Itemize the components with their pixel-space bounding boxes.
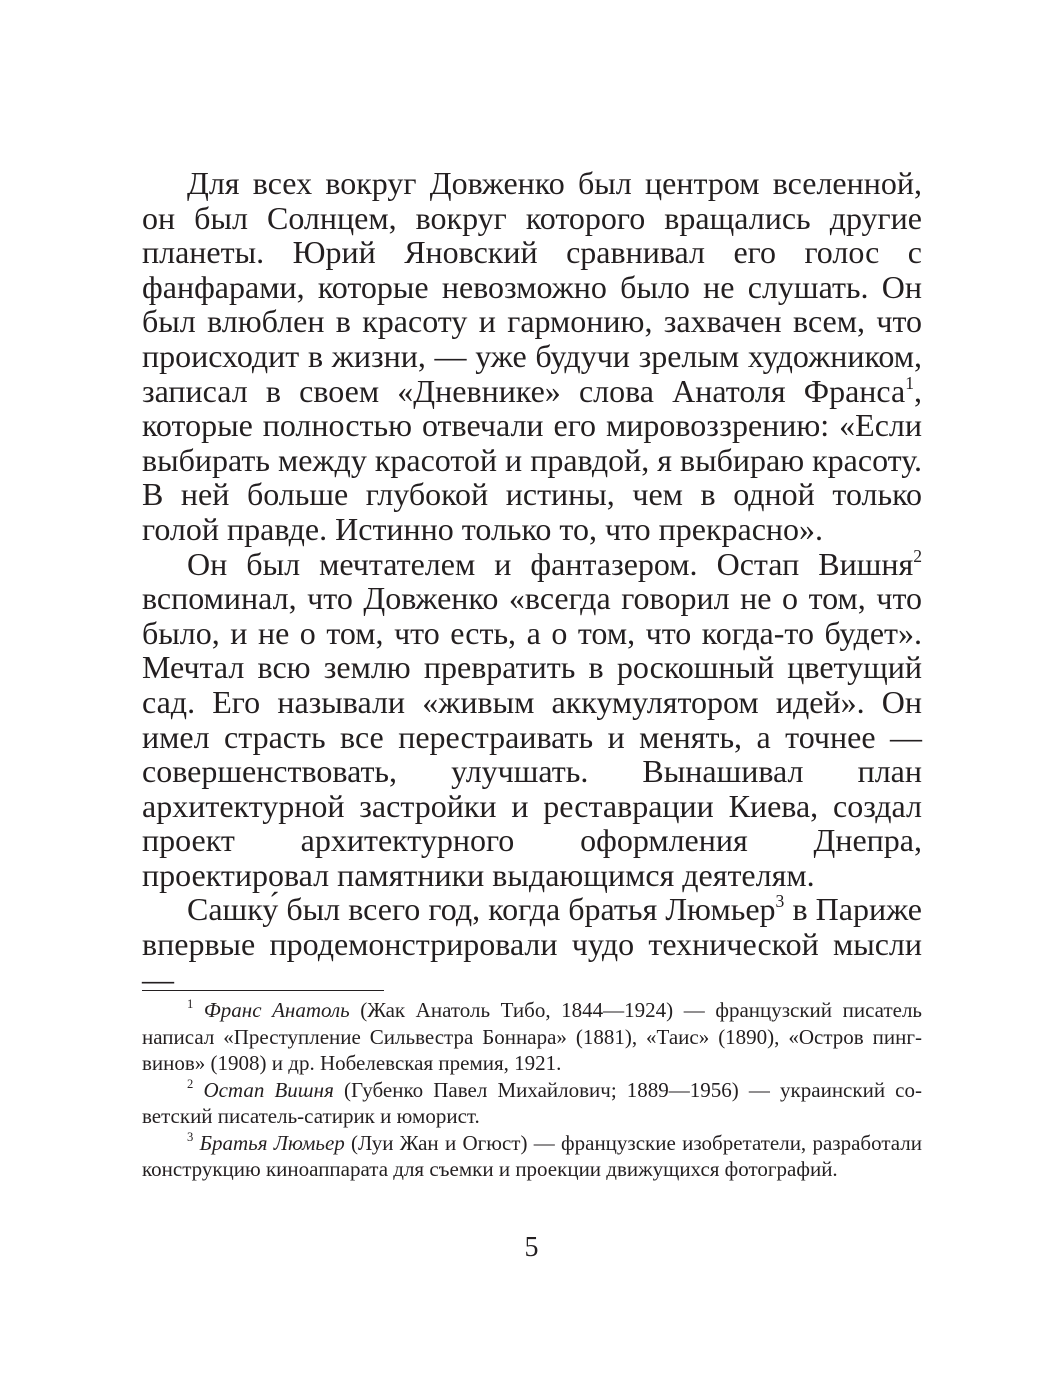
footnote-name: Франс Анатоль (203, 998, 350, 1022)
footnote-marker: 3 (187, 1129, 194, 1144)
footnote-ref[interactable]: 3 (775, 891, 785, 912)
paragraph: Он был мечтателем и фантазером. Остап Вишня$^2$ вспоминал, что Довженко «всегда говорил не о том, что было, и не о том, что есть, а о том, что когда-то будет». Мечтал всю землю превратить в роскошный цветущий сад. Его называли «живым аккумулятором идей». Он имел страсть все перестраивать и менять, а точнее — совершенствовать, улучшать. Вынашивал план архитектурной застройки и реставрации Киева, создал проект архитектурного оформления Днепра, проектировал памятники выдающимся деятелям. (142, 545, 922, 893)
paragraph: Для всех вокруг Довженко был центром вселенной, он был Солнцем, вокруг которого вращались другие планеты. Юрий Яновский сравнивал его голос с фанфарами, которые невозможно было не слушать. Он был влюблен в красоту и гармонию, захвачен всем, что происходит в жизни, — уже будучи зрелым художником, записал в своем «Дневнике» слова Анатоля Франса$^1$, которые полностью отвечали его мировоззрению: «Если выбирать между красотой и правдой, я выбираю красоту. В ней больше глубокой истины, чем в одной только голой правде. Истинно только то, что прекрасно». (142, 165, 922, 547)
footnote-marker: 1 (187, 997, 194, 1012)
page-number: 5 (524, 1232, 539, 1263)
footnote-name: Остап Вишня (203, 1077, 334, 1102)
footnote: $^1$ Франс Анатоль (Жак Анатоль Тибо, 1844—1924) — французский писатель написал «Преступление Сильвестра Боннара» (1881), «Таис» (1890), «Остров пингвинов» (1908) и др. Нобелевская премия, 1921. (142, 997, 923, 1075)
body-text (142, 166, 922, 996)
footnote-marker: 2 (187, 1076, 194, 1091)
footnote-ref[interactable]: 1 (905, 372, 914, 393)
footnote-ref[interactable]: 2 (913, 545, 922, 566)
footnotes (142, 997, 922, 1183)
footnote: $^2$ Остап Вишня (Губенко Павел Михайлович; 1889—1956) — украинский советский писатель-сатирик и юморист. (142, 1076, 923, 1128)
footnote-name: Братья Люмьер (199, 1130, 345, 1155)
paragraph: Сашку́ был всего год, когда братья Люмьер$^3$ в Париже впервые продемонстрировали чудо технической мысли — (142, 891, 922, 997)
footnote-divider (142, 990, 384, 991)
footnote: $^3$ Братья Люмьер (Луи Жан и Огюст) — французские изобретатели, разработали конструкцию киноаппарата для съемки и проекции движущихся фотографий. (142, 1129, 922, 1181)
